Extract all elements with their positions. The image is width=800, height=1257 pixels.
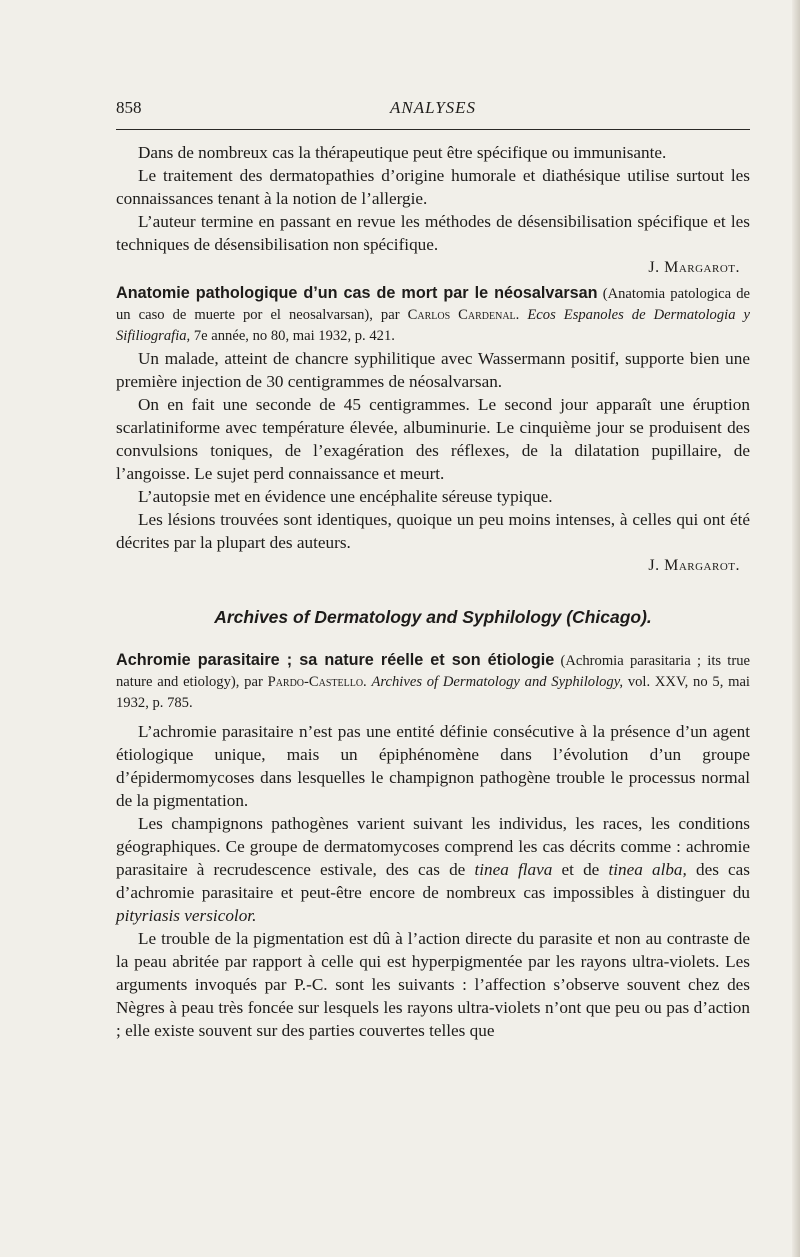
article-author: Pardo-Castello. [267,674,367,690]
signature: J. Margarot. [648,557,740,574]
body-paragraph: L’autopsie met en évidence une encéphalite séreuse typique. [138,487,553,506]
document-page [116,96,750,1042]
term-italic: tinea alba, [608,860,687,879]
body-paragraph [116,812,750,927]
article-title: Anatomie pathologique d’un cas de mort par le néosalvarsan [116,284,598,302]
intro-paragraph: Le traitement des dermatopathies d’origine humorale et diathésique utilise surtout les connaissances tenant à la notion de l’allergie. [116,166,750,208]
paragraph-text: et de [561,860,600,879]
running-title: ANALYSES [389,98,477,117]
article-entry-2 [116,650,750,714]
article-details: vol. XXV, no 5, mai 1932, p. 785. [116,674,750,711]
article-journal: Archives of Dermatology and Syphilology, [371,674,624,690]
body-paragraph: On en fait une seconde de 45 centigrammes. Le second jour apparaît une éruption scarlatiniforme avec température élevée, albuminurie. Le cinquième jour se produisent des convulsions toniques, de l’exagération des réflexes, de la dilatation pupillaire, de l’angoisse. Le sujet perd connaissance et meurt. [116,395,750,483]
body-paragraph: L’achromie parasitaire n’est pas une entité définie consécutive à la présence d’un agent étiologique unique, mais un épiphénomène dans l’évolution d’un groupe d’épidermomycoses dans lesquelles le champignon pathogène trouble le processus normal de la pigmentation. [116,722,750,810]
article-title: Achromie parasitaire ; sa nature réelle et son étiologie [116,651,555,669]
signature: J. Margarot. [648,259,740,276]
page-number: 858 [116,98,142,117]
page-header [116,96,750,126]
body-paragraph: Les lésions trouvées sont identiques, quoique un peu moins intenses, à celles qui ont été décrites par la plupart des auteurs. [116,510,750,552]
header-rule [116,129,750,130]
intro-paragraph: Dans de nombreux cas la thérapeutique peut être spécifique ou immunisante. [138,143,667,162]
section-heading: Archives of Dermatology and Syphilology (Chicago). [214,607,652,627]
term-italic: tinea flava [474,860,553,879]
article-translation: (Achromia parasitaria ; its true nature and etiology), par [116,653,750,690]
article-author: Carlos Cardenal. [407,307,520,323]
page-edge-shadow [792,0,800,1257]
article-details: 7e année, no 80, mai 1932, p. 421. [193,328,395,344]
body-paragraph: Le trouble de la pigmentation est dû à l’action directe du parasite et non au contraste de la peau abritée par rapport à celle qui est hyperpigmentée par les rayons ultra-violets. Les arguments invoqués par P.-C. sont les suivants : l’affection s’observe souvent chez des Nègres à peau très foncée sur lesquels les rayons ultra-violets n’ont que peu ou pas d’action ; elle existe souvent sur des parties couvertes telles que [116,929,750,1040]
intro-paragraph: L’auteur termine en passant en revue les méthodes de désensibilisation spécifique et les techniques de désensibilisation non spécifique. [116,212,750,254]
term-italic: pityriasis versicolor. [116,906,257,925]
page-content [116,141,750,1042]
body-paragraph: Un malade, atteint de chancre syphilitique avec Wassermann positif, supporte bien une première injection de 30 centigrammes de néosalvarsan. [116,349,750,391]
paragraph-text: des cas d’achromie parasitaire et peut-être encore de nombreux cas impossibles à distinguer du [116,860,750,902]
article-translation: (Anatomia patologica de un caso de muerte por el neosalvarsan), par [116,286,751,323]
paragraph-text: Les champignons pathogènes varient suivant les individus, les races, les conditions géographiques. Ce groupe de dermatomycoses comprend les cas décrits comme : achromie parasitaire à recrudescence estivale, des cas de [116,814,750,879]
article-journal: Ecos Espanoles de Dermatologia y Sifiliografia, [116,307,751,344]
article-entry-1 [116,283,750,347]
